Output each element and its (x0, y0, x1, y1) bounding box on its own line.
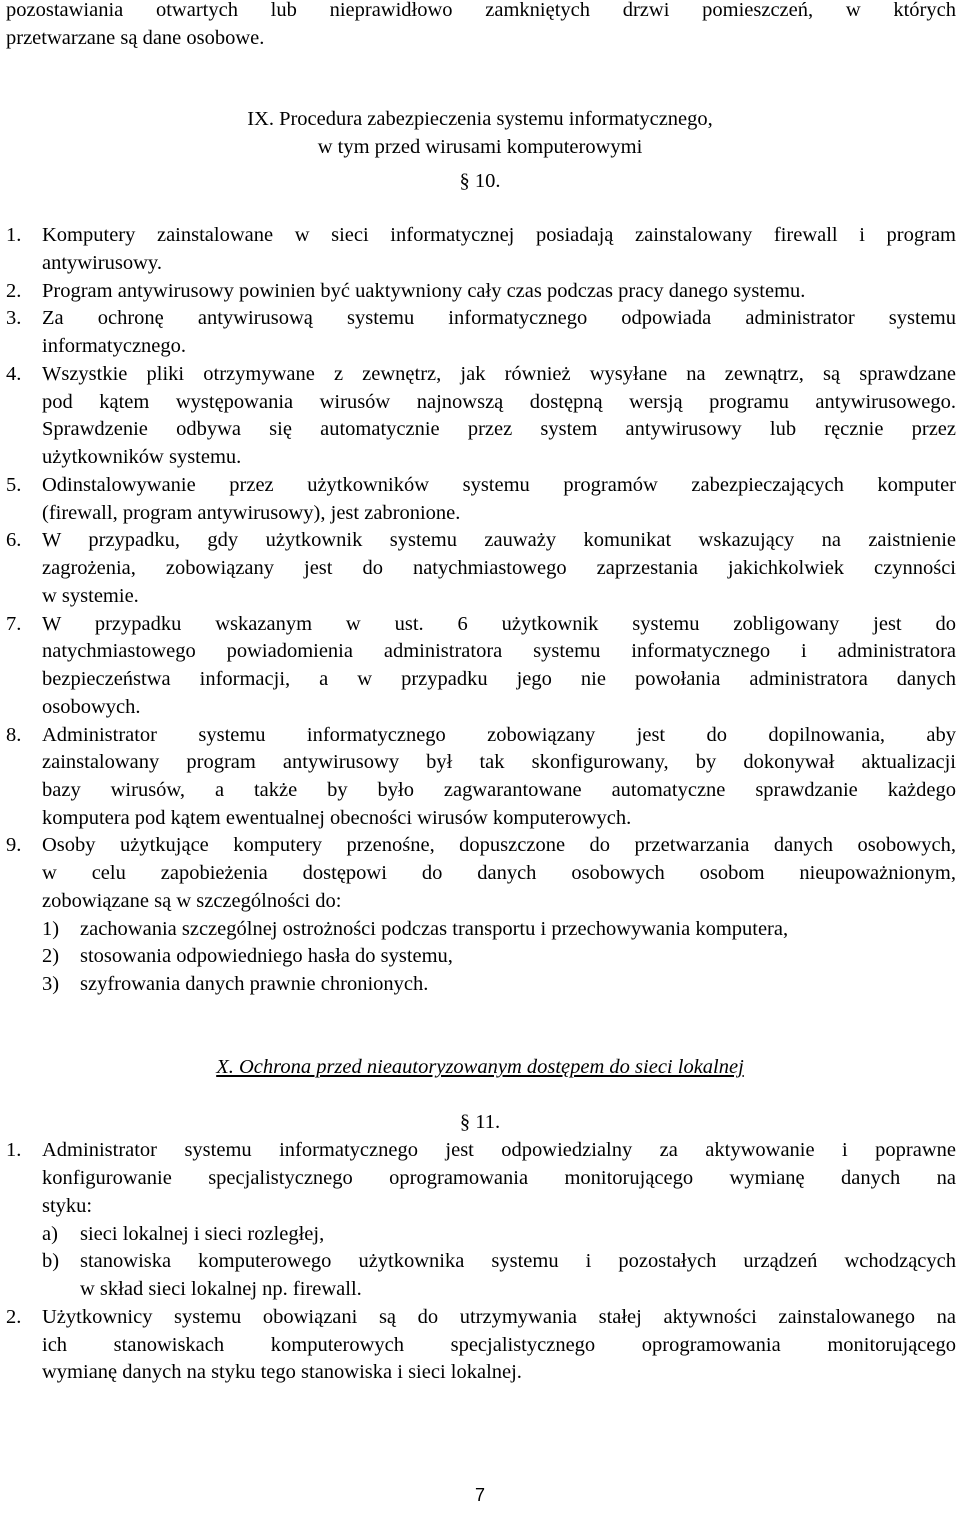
item-line: pod kątem występowania wirusów najnowszą dostępną wersją programu antywirusowego. (42, 391, 956, 413)
item-line: (firewall, program antywirusowy), jest zabronione. (42, 502, 461, 524)
item-line: styku: (42, 1195, 93, 1217)
intro-line-2: przetwarzane są dane osobowe. (6, 27, 265, 49)
item-line: zainstalowany program antywirusowy był tak skonfigurowany, by dokonywał aktualizacji (42, 751, 956, 773)
item-number: 3. (6, 307, 22, 329)
item-line: zagrożenia, zobowiązany jest do natychmiastowego zaprzestania jakichkolwiek czynności (42, 557, 956, 579)
item-number: 4. (6, 363, 22, 385)
subitem-text: w skład sieci lokalnej np. firewall. (80, 1278, 362, 1300)
subitem-text: stosowania odpowiedniego hasła do systemu, (80, 945, 453, 967)
item-number: 6. (6, 529, 22, 551)
paragraph-10-heading: § 10. (459, 170, 501, 192)
section-9-title-line-2: w tym przed wirusami komputerowymi (317, 136, 643, 158)
item-line: Użytkownicy systemu obowiązani są do utrzymywania stałej aktywności zainstalowanego na (42, 1306, 956, 1328)
item-line: Wszystkie pliki otrzymywane z zewnętrz, jak również wysyłane na zewnątrz, są sprawdzane (42, 363, 956, 385)
item-line: Sprawdzenie odbywa się automatycznie przez system antywirusowy lub ręcznie przez (42, 418, 956, 440)
subitem-text: stanowiska komputerowego użytkownika systemu i pozostałych urządzeń wchodzących (80, 1250, 956, 1272)
item-line: Program antywirusowy powinien być uaktywniony cały czas podczas pracy danego systemu. (42, 280, 806, 302)
item-number: 7. (6, 613, 22, 635)
subitem-number: a) (42, 1223, 58, 1245)
item-line: Osoby użytkujące komputery przenośne, dopuszczone do przetwarzania danych osobowych, (42, 834, 956, 856)
item-number: 8. (6, 724, 22, 746)
item-line: w systemie. (42, 585, 139, 607)
item-line: W przypadku, gdy użytkownik systemu zauważy komunikat wskazujący na zaistnienie (42, 529, 956, 551)
item-line: w celu zapobieżenia dostępowi do danych osobowych osobom nieupoważnionym, (42, 862, 956, 884)
item-line: bazy wirusów, a także by było zagwarantowane automatyczne sprawdzanie każdego (42, 779, 956, 801)
item-number: 2. (6, 1306, 22, 1328)
item-line: natychmiastowego powiadomienia administratora systemu informatycznego i administratora (42, 640, 956, 662)
item-line: osobowych. (42, 696, 141, 718)
item-line: Administrator systemu informatycznego jest odpowiedzialny za aktywowanie i poprawne (42, 1139, 956, 1161)
intro-line-1: pozostawiania otwartych lub nieprawidłowo zamkniętych drzwi pomieszczeń, w których (6, 0, 956, 21)
subitem-number: b) (42, 1250, 60, 1272)
item-line: Komputery zainstalowane w sieci informatycznej posiadają zainstalowany firewall i program (42, 224, 956, 246)
subitem-number: 2) (42, 945, 60, 967)
item-number: 1. (6, 1139, 22, 1161)
subitem-number: 3) (42, 973, 60, 995)
item-number: 9. (6, 834, 22, 856)
item-line: wymianę danych na styku tego stanowiska i sieci lokalnej. (42, 1361, 522, 1383)
item-line: Administrator systemu informatycznego zobowiązany jest do dopilnowania, aby (42, 724, 956, 746)
paragraph-11-heading: § 11. (459, 1111, 501, 1133)
item-line: Odinstalowywanie przez użytkowników systemu programów zabezpieczających komputer (42, 474, 956, 496)
item-line: Za ochronę antywirusową systemu informatycznego odpowiada administrator systemu (42, 307, 956, 329)
page-number: 7 (474, 1485, 485, 1505)
subitem-number: 1) (42, 918, 60, 940)
section-10-title: X. Ochrona przed nieautoryzowanym dostępem do sieci lokalnej (216, 1056, 744, 1078)
item-line: W przypadku wskazanym w ust. 6 użytkownik systemu zobligowany jest do (42, 613, 956, 635)
item-line: bezpieczeństwa informacji, a w przypadku jego nie powołania administratora danych (42, 668, 956, 690)
item-line: ich stanowiskach komputerowych specjalistycznego oprogramowania monitorującego (42, 1334, 956, 1356)
item-line: informatycznego. (42, 335, 187, 357)
item-line: komputera pod kątem ewentualnej obecności wirusów komputerowych. (42, 807, 632, 829)
subitem-text: sieci lokalnej i sieci rozległej, (80, 1223, 325, 1245)
item-line: użytkowników systemu. (42, 446, 242, 468)
item-line: antywirusowy. (42, 252, 162, 274)
subitem-text: szyfrowania danych prawnie chronionych. (80, 973, 429, 995)
subitem-text: zachowania szczególnej ostrożności podczas transportu i przechowywania komputera, (80, 918, 789, 940)
item-line: zobowiązane są w szczególności do: (42, 890, 342, 912)
item-number: 2. (6, 280, 22, 302)
item-line: konfigurowanie specjalistycznego oprogramowania monitorującego wymianę danych na (42, 1167, 956, 1189)
section-9-title-line-1: IX. Procedura zabezpieczenia systemu informatycznego, (247, 108, 713, 130)
item-number: 1. (6, 224, 22, 246)
item-number: 5. (6, 474, 22, 496)
